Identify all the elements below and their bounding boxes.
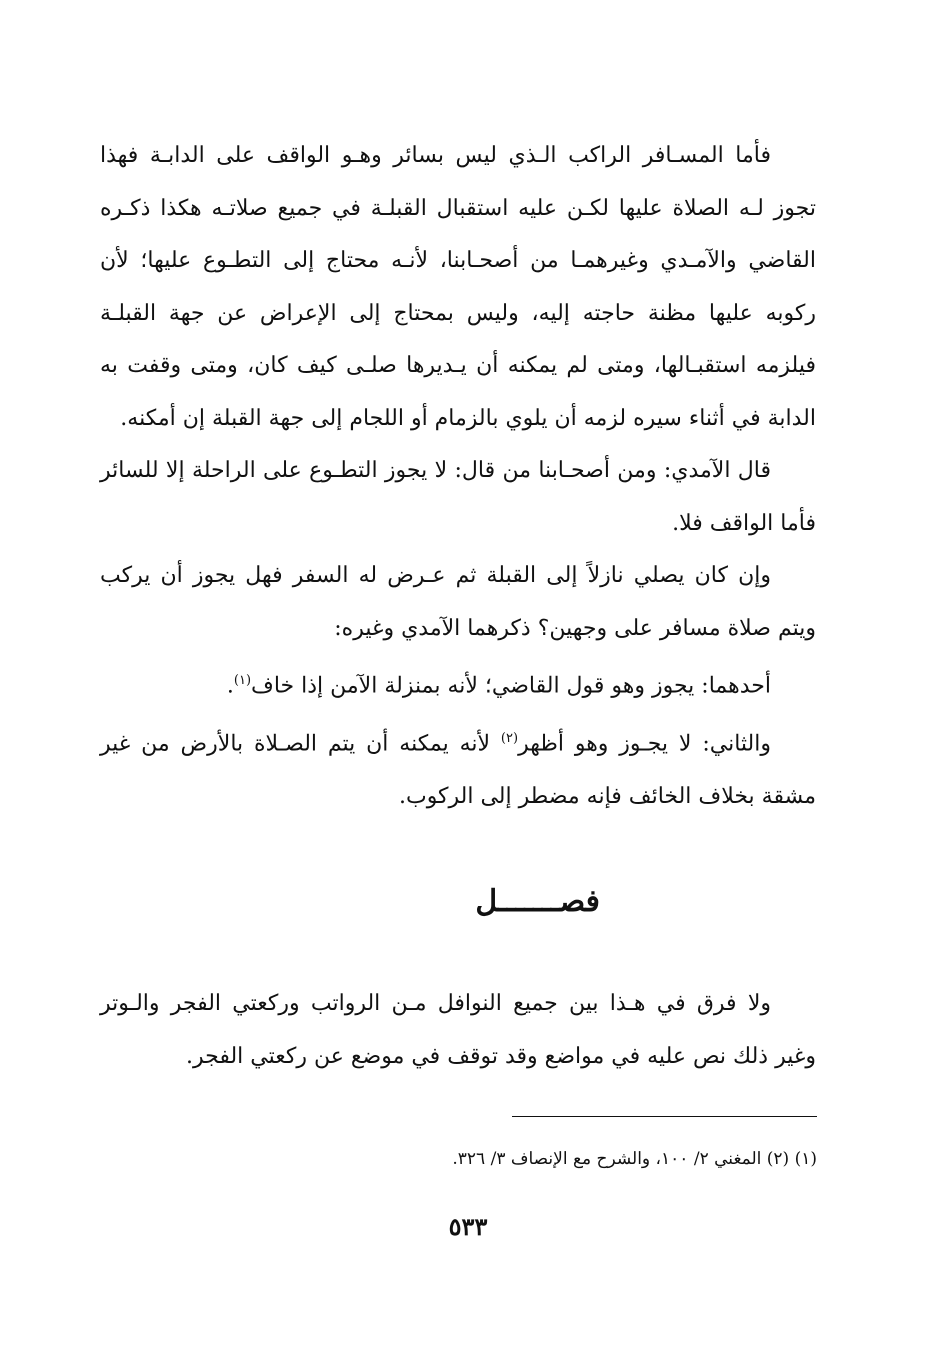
main-text-block bbox=[100, 130, 816, 823]
first-opinion-text: أحدهما: يجوز وهو قول القاضي؛ لأنه بمنزلة الآمن إذا خاف bbox=[251, 673, 771, 699]
section-paragraph: ولا فرق في هـذا بين جميع النوافل مـن الرواتب وركعتي الفجر والـوتر وغير ذلك نص عليه في مواضع وقد توقف في موضع عن ركعتي الفجر. bbox=[100, 991, 816, 1069]
page-number: ٥٣٣ bbox=[448, 1212, 488, 1241]
first-opinion-end: . bbox=[226, 673, 234, 699]
footnote-divider bbox=[512, 1116, 817, 1117]
section-heading-text: فصـــــــل bbox=[475, 884, 600, 919]
footnote-ref-1: (١) bbox=[233, 673, 252, 688]
second-opinion-rest: لأنه يمكنه أن يتم الصـلاة بالأرض من غير مشقة بخلاف الخائف فإنه مضطر إلى الركوب. bbox=[100, 731, 816, 809]
section-heading bbox=[330, 872, 600, 932]
paragraph-second-opinion bbox=[100, 713, 816, 823]
paragraph-3: وإن كان يصلي نازلاً إلى القبلة ثم عـرض له السفر فهل يجوز أن يركب ويتم صلاة مسافر على وجهين؟ ذكرهما الآمدي وغيره: bbox=[100, 563, 816, 641]
paragraph-first-opinion bbox=[100, 655, 816, 713]
paragraph-2: قال الآمدي: ومن أصحـابنا من قال: لا يجوز التطـوع على الراحلة إلا للسائر فأما الواقف فلا. bbox=[100, 458, 816, 536]
section-text-block bbox=[100, 978, 816, 1083]
footnote: (١) (٢) المغني ٢/ ١٠٠، والشرح مع الإنصاف ٣/ ٣٢٦. bbox=[452, 1149, 817, 1169]
second-opinion-text: والثاني: لا يجـوز وهو أظهر bbox=[518, 731, 771, 757]
footnote-ref-2: (٢) bbox=[500, 730, 519, 746]
paragraph-1: فأما المسـافر الراكب الـذي ليس بسائر وهـو الواقف على الدابـة فهذا تجوز لـه الصلاة عليها لكـن عليه استقبال القبلـة في جميع صلاتـه هكذا ذكـره القاضي والآمـدي وغيرهمـا من أصحـابنا، لأنـه محتاج إلى التطـوع عليها؛ لأن ركوبه عليها مظنة حاجته إليه، وليس بمحتاج إلى الإعراض عن جهة القبلـة فيلزمه استقبـالها، ومتى لم يمكنه أن يـديرها صلـى كيف كان، ومتى وقفت به الدابة في أثناء سيره لزمه أن يلوي بالزمام أو اللجام إلى جهة القبلة إن أمكنه. bbox=[100, 143, 816, 431]
